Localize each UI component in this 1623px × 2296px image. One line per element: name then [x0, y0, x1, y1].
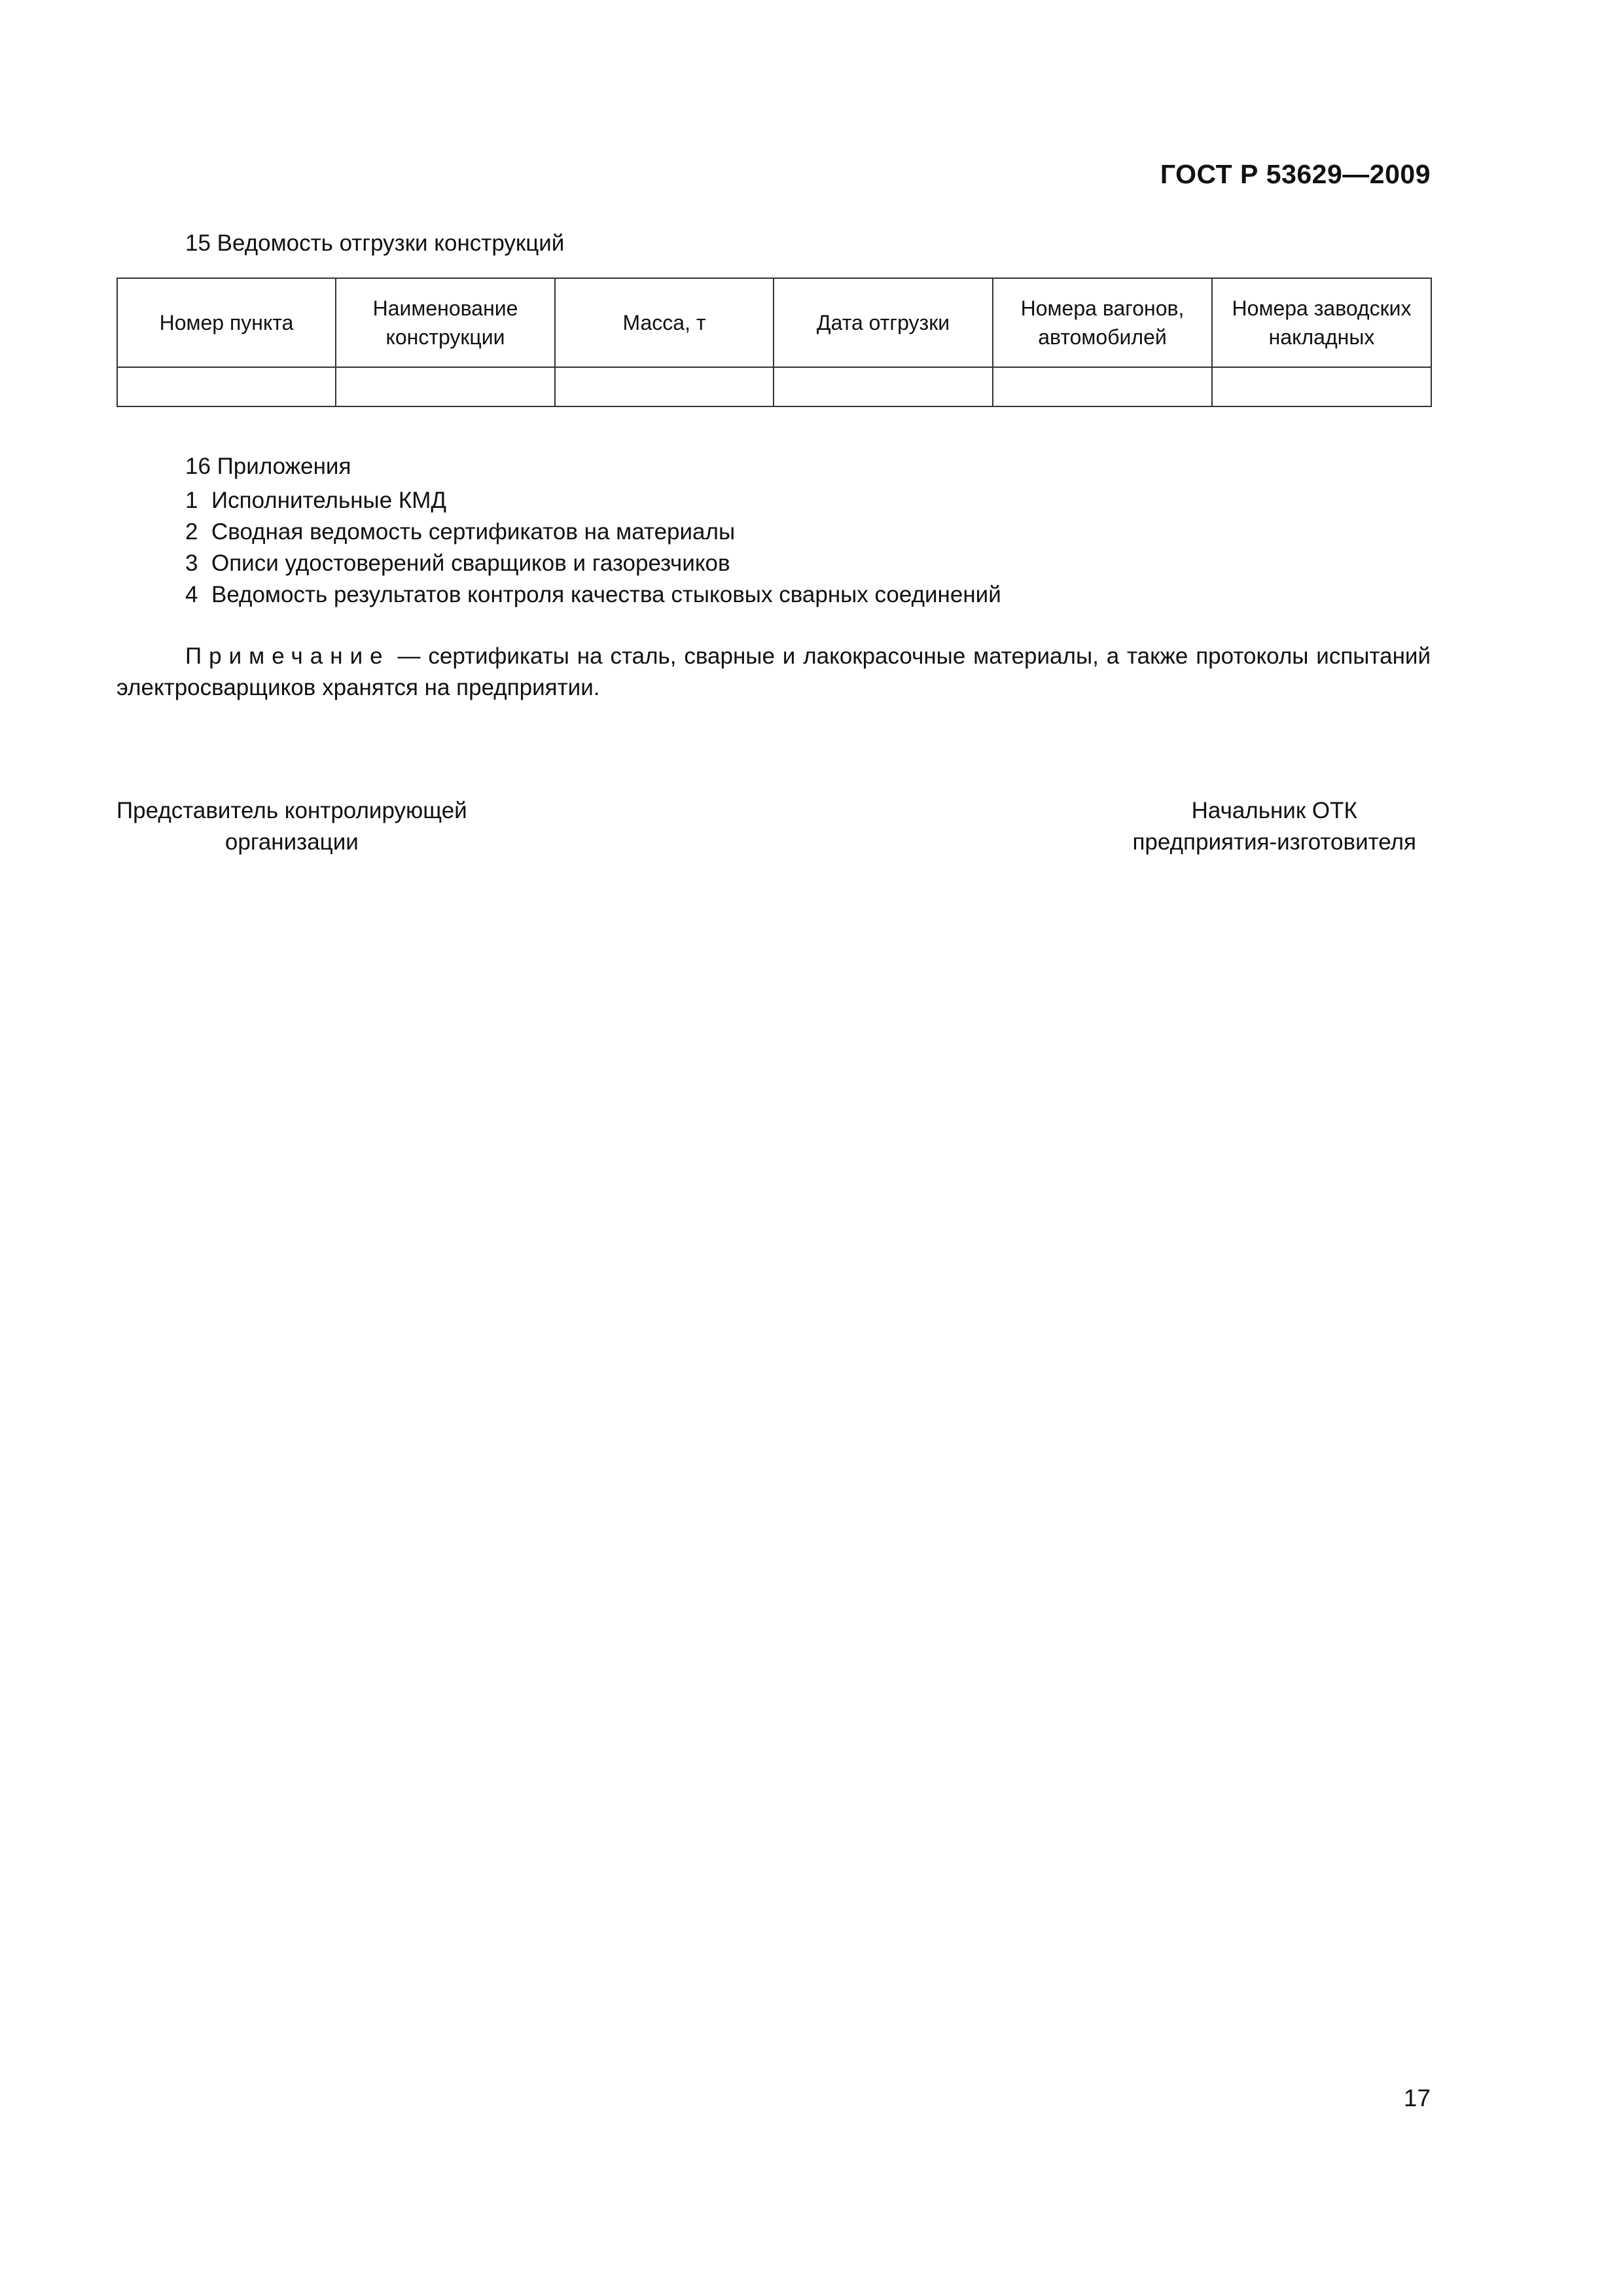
list-item-number: 1 — [185, 488, 198, 513]
list-item-number: 2 — [185, 519, 198, 545]
list-item-number: 3 — [185, 550, 198, 576]
column-header-waybill-numbers: Номера заводских накладных — [1212, 278, 1431, 367]
table-cell — [1212, 367, 1431, 406]
list-item-text: Сводная ведомость сертификатов на материалы — [211, 519, 736, 545]
section-16-title: 16 Приложения — [185, 454, 351, 479]
document-code: ГОСТ Р 53629—2009 — [1160, 159, 1431, 189]
table-header-row — [117, 278, 1431, 367]
column-header-vehicle-numbers: Номера вагонов, автомобилей — [993, 278, 1212, 367]
table-cell — [117, 367, 336, 406]
shipment-table — [116, 278, 1432, 407]
note-label: Примечание — [185, 643, 390, 669]
table-row — [117, 367, 1431, 406]
signature-block-supervisor — [116, 795, 467, 858]
column-header-shipment-date: Дата отгрузки — [774, 278, 993, 367]
note-text: — сертификаты на сталь, сварные и лакокрасочные материалы, а также протоколы испытаний электросварщиков хранятся на предприятии. — [116, 643, 1431, 700]
table-cell — [336, 367, 555, 406]
list-item — [185, 548, 1001, 579]
list-item-text: Ведомость результатов контроля качества стыковых сварных соединений — [211, 582, 1001, 607]
list-item-text: Описи удостоверений сварщиков и газорезчиков — [211, 550, 730, 576]
page-number: 17 — [1403, 2085, 1431, 2111]
section-15-title: 15 Ведомость отгрузки конструкций — [185, 230, 565, 256]
signature-subtitle: организации — [224, 829, 359, 855]
table-cell — [993, 367, 1212, 406]
signature-title: Начальник ОТК — [1191, 798, 1357, 823]
column-header-construction-name: Наименование конструкции — [336, 278, 555, 367]
signature-block-qc-head — [1132, 795, 1416, 858]
signature-subtitle: предприятия-изготовителя — [1132, 829, 1416, 855]
appendix-list — [185, 485, 1001, 611]
column-header-item-number: Номер пункта — [117, 278, 336, 367]
list-item-number: 4 — [185, 582, 198, 607]
list-item — [185, 516, 1001, 548]
list-item — [185, 579, 1001, 611]
list-item-text: Исполнительные КМД — [211, 488, 447, 513]
signature-title: Представитель контролирующей — [116, 798, 467, 823]
table-cell — [555, 367, 774, 406]
column-header-mass: Масса, т — [555, 278, 774, 367]
table-cell — [774, 367, 993, 406]
list-item — [185, 485, 1001, 516]
note-paragraph — [116, 641, 1431, 704]
